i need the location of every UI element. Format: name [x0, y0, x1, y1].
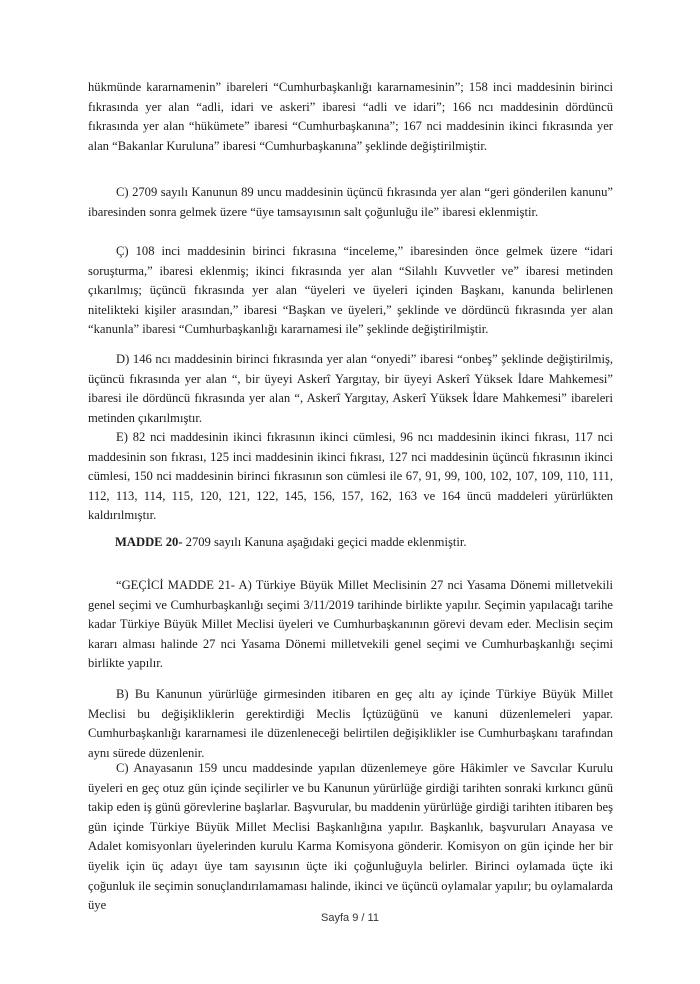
article-20-text: 2709 sayılı Kanuna aşağıdaki geçici madde eklenmiştir.: [182, 535, 467, 549]
paragraph-provisional-article-21-b: B) Bu Kanunun yürürlüğe girmesinden itibaren en geç altı ay içinde Türkiye Büyük Millet Meclisi bu değişikliklerin gerektirdiği Meclis İçtüzüğünü ve kanuni düzenlemeleri yapar. Cumhurbaşkanlığı kararnamesi ile düzenleneceği belirtilen değişiklikler ise Cumhurbaşkanı tarafından aynı sürede düzenlenir.: [88, 687, 613, 760]
paragraph-provisional-article-21-c: C) Anayasanın 159 uncu maddesinde yapılan düzenlemeye göre Hâkimler ve Savcılar Kurulu üyeleri en geç otuz gün içinde seçilirler ve bu Kanunun yürürlüğe girdiği tarihten sonraki kırkıncı günü takip eden iş günü görevlerine başlarlar. Başvurular, bu maddenin yürürlüğe girdiği tarihten itibaren beş gün içinde Türkiye Büyük Millet Meclisi Başkanlığına yapılır. Başkanlık, başvuruları Anayasa ve Adalet komisyonları üyelerinden kurulu Karma Komisyona gönderir. Komisyon on gün içinde her bir üyelik için üç adayı üye tam sayısının üçte iki çoğunluğuyla belirler. Birinci oylamada üçte iki çoğunluk ile seçimin sonuçlandırılamaması halinde, ikinci ve üçüncü oylamalar yapılır; bu oylamalarda üye: [88, 761, 613, 913]
article-20-heading: [115, 535, 467, 550]
paragraph-cc-article-108: Ç) 108 inci maddesinin birinci fıkrasına “inceleme,” ibaresinden önce gelmek üzere “idari soruşturma,” ibaresi eklenmiş; ikinci fıkrasında yer alan “Silahlı Kuvvetler ve” ibaresi metinden çıkarılmış; üçüncü fıkrasında yer alan “üyeleri ve üyeleri içinden Başkanı, kanunda belirlenen nitelikteki kişiler arasından,” ibaresi “Başkan ve üyeleri,” şeklinde ve dördüncü fıkrasında yer alan “kanunla” ibaresi “Cumhurbaşkanlığı kararnamesi ile” şeklinde değiştirilmiştir.: [88, 244, 613, 337]
paragraph-provisional-article-21-a: “GEÇİCİ MADDE 21- A) Türkiye Büyük Millet Meclisinin 27 nci Yasama Dönemi milletvekili genel seçimi ve Cumhurbaşkanlığı seçimi 3/11/2019 tarihinde birlikte yapılır. Seçimin yapılacağı tarihe kadar Türkiye Büyük Millet Meclisi üyeleri ve Cumhurbaşkanının görevi devam eder. Meclisin seçim kararı alması halinde 27 nci Yasama Dönemi milletvekili genel seçimi ve Cumhurbaşkanlığı seçimi birlikte yapılır.: [88, 578, 613, 671]
article-20-label: MADDE 20-: [115, 535, 183, 549]
paragraph-continuation: hükmünde kararnamenin” ibareleri “Cumhurbaşkanlığı kararnamesinin”; 158 inci maddesinin birinci fıkrasında yer alan “adli, idari ve askeri” ibaresi “adli ve idari”; 166 ncı maddesinin dördüncü fıkrasında yer alan “hükümete” ibaresi “Cumhurbaşkanına”; 167 nci maddesinin ikinci fıkrasında yer alan “Bakanlar Kuruluna” ibaresi “Cumhurbaşkanına” şeklinde değiştirilmiştir.: [88, 80, 613, 153]
paragraph-d-article-146: D) 146 ncı maddesinin birinci fıkrasında yer alan “onyedi” ibaresi “onbeş” şeklinde değiştirilmiş, üçüncü fıkrasında yer alan “, bir üyeyi Askerî Yargıtay, bir üyeyi Askerî Yüksek İdare Mahkemesi” ibaresi ile dördüncü fıkrasında yer alan “, Askerî Yargıtay, Askerî Yüksek İdare Mahkemesi” ibareleri metinden çıkarılmıştır.: [88, 352, 613, 425]
paragraph-e-repealed-articles: E) 82 nci maddesinin ikinci fıkrasının ikinci cümlesi, 96 ncı maddesinin ikinci fıkrası, 117 nci maddesinin son fıkrası, 125 inci maddesinin ikinci fıkrası, 127 nci maddesinin üçüncü fıkrasının ikinci cümlesi, 150 nci maddesinin birinci fıkrasının son cümlesi ile 67, 91, 99, 100, 102, 107, 109, 110, 111, 112, 113, 114, 115, 120, 121, 122, 145, 156, 157, 162, 163 ve 164 üncü maddeleri yürürlükten kaldırılmıştır.: [88, 430, 613, 523]
paragraph-c-article-89: C) 2709 sayılı Kanunun 89 uncu maddesinin üçüncü fıkrasında yer alan “geri gönderilen kanunu” ibaresinden sonra gelmek üzere “üye tamsayısının salt çoğunluğu ile” ibaresi eklenmiştir.: [88, 185, 613, 219]
page-number: Sayfa 9 / 11: [321, 912, 379, 924]
